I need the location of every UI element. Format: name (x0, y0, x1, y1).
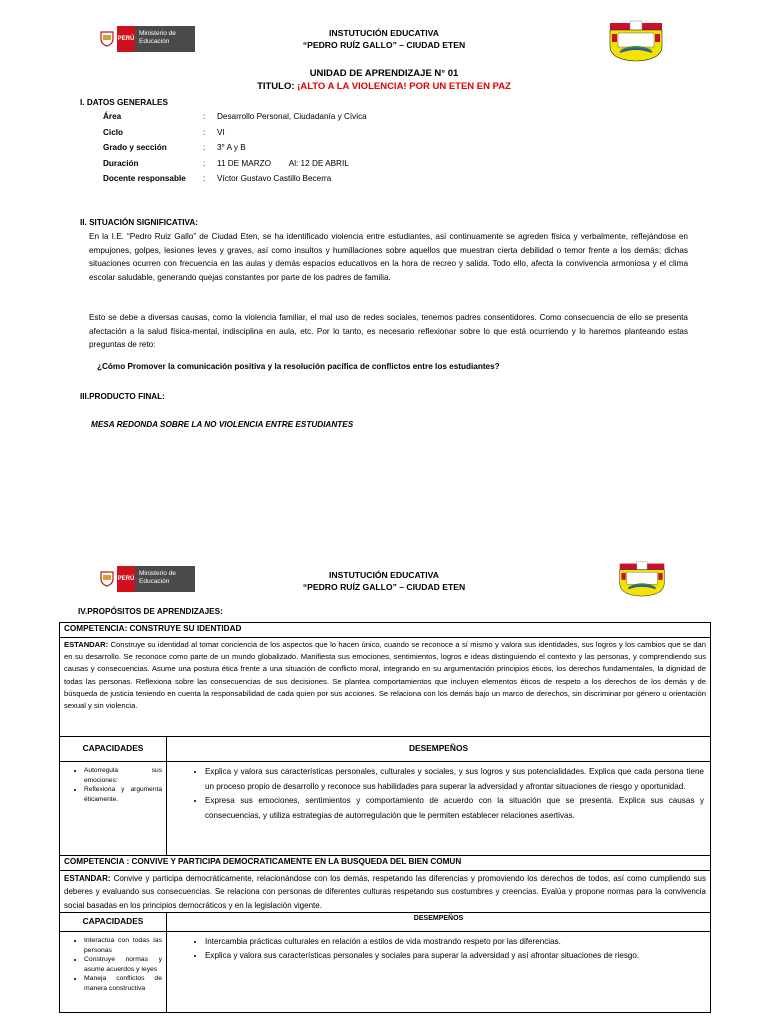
dato-row: Grado y sección : 3° A y B (103, 141, 503, 157)
unit-subtitle (0, 81, 768, 92)
competencia-2-estandar (59, 870, 711, 913)
dato-label: Duración (103, 158, 139, 168)
competencia-1-estandar (59, 637, 711, 737)
desempeno-item: • Explica y valora sus características personales y sociales para superar la adversidad y así afrontar situaciones de riesgo. (205, 949, 704, 963)
dato-row: Área : Desarrollo Personal, Ciudadanía y Cívica (103, 110, 503, 126)
school-crest-icon (618, 560, 666, 598)
ministerio-label: Ministerio de Educación (135, 26, 195, 52)
competencia-2-title: COMPETENCIA : CONVIVE Y PARTICIPA DEMOCRATICAMENTE EN LA BUSQUEDA DEL BIEN COMUN (59, 855, 711, 871)
dato-label: Docente responsable (103, 174, 186, 183)
dato-value: Desarrollo Personal, Ciudadanía y Cívica (217, 112, 367, 121)
section4-heading: IV.PROPÓSITOS DE APRENDIZAJES: (78, 607, 223, 616)
dato-row: Duración : 11 DE MARZO Al: 12 DE ABRIL (103, 157, 503, 173)
final-product: MESA REDONDA SOBRE LA NO VIOLENCIA ENTRE ESTUDIANTES (91, 420, 354, 429)
dato-value: 3° A y B (217, 143, 246, 152)
capacidades-cell-2 (59, 931, 167, 1013)
institution-line2: “PEDRO RUÍZ GALLO” – CIUDAD ETEN (302, 40, 466, 50)
peru-label: PERÚ (117, 26, 135, 52)
institution-line2-page2: “PEDRO RUÍZ GALLO” – CIUDAD ETEN (302, 582, 466, 592)
competencia-1-title: COMPETENCIA: CONSTRUYE SU IDENTIDAD (59, 622, 711, 638)
subtitle-prefix: TITULO: (257, 81, 298, 92)
dato-label: Ciclo (103, 127, 124, 137)
desempenos-header: DESEMPEÑOS (166, 736, 711, 762)
capacidad-item: • Autorregula sus emociones: (84, 766, 162, 785)
desempeno-item: • Intercambia prácticas culturales en relación a estilos de vida mostrando respeto por las diferencias. (205, 935, 704, 949)
estandar-text: Construye su identidad al tomar conciencia de los aspectos que lo hacen único, cuando se reconoce a sí mismo y valora sus identidades, sus logros y los cambios que se dan en su desarrollo. Se reconoce como parte de un mundo globalizado. Manifiesta sus emociones, sentimientos, logros e ideas distinguiendo el contexto y las personas, y comprendiendo sus causas y consecuencias. Asume una postura ética frente a una situación de conflicto moral, integrando en su argumentación principios éticos, los derechos fundamentales, la dignidad de todas las personas. Reflexiona sobre las consecuencias de sus decisiones. Se plantea comportamientos que incluyen elementos éticos de respeto a los derechos de los demás y de búsqueda de justicia teniendo en cuenta la responsabilidad de cada quien por sus acciones. Se relaciona con los demás bajo un marco de derechos, sin discriminar por género u orientación sexual y sin violencia. (64, 640, 706, 711)
dato-value: 11 DE MARZO Al: 12 DE ABRIL (217, 158, 349, 168)
institution-line1-page2: INSTUTUCIÓN EDUCATIVA (329, 570, 439, 580)
dato-label: Área (103, 112, 122, 121)
capacidades-header-2: CAPACIDADES (59, 912, 167, 932)
desempenos-cell-2 (166, 931, 711, 1013)
capacidad-item: • Construye normas y asume acuerdos y leyes (84, 955, 162, 974)
capacidad-item: • Interactúa con todas las personas (84, 936, 162, 955)
dato-value: VI (217, 127, 225, 137)
desempenos-cell (166, 761, 711, 856)
desempeno-item: • Explica y valora sus características personales, culturales y sociales, y sus logros y sus potencialidades. Explica que cada persona tiene un proceso propio de desarrollo y reconoce sus habilidades para superar la adversidad y afrontar situaciones de riesgo y oportunidad. (205, 765, 704, 794)
datos-generales-list (103, 110, 503, 188)
peru-label: PERÚ (117, 566, 135, 592)
section2-heading: II. SITUACIÓN SIGNIFICATIVA: (80, 218, 198, 227)
dato-label: Grado y sección (103, 143, 167, 152)
school-crest-icon (608, 20, 664, 62)
situation-paragraph-2: Esto se debe a diversas causas, como la violencia familiar, el mal uso de redes sociales, tenemos padres consentidores. Como consecuencia de ello se presenta afectación a la salud física-mental, indisciplina en aula, etc. Por lo tanto, es necesario reflexionar sobre lo que está ocurriendo y lo haremos planteando estas preguntas de reto: (89, 313, 688, 349)
estandar-label: ESTANDAR: (64, 874, 111, 883)
capacidades-header: CAPACIDADES (59, 736, 167, 762)
ministerio-label: Ministerio de Educación (135, 566, 195, 592)
section1-heading: I. DATOS GENERALES (80, 98, 168, 107)
unit-title: UNIDAD DE APRENDIZAJE N° 01 (309, 68, 459, 79)
estandar-text: Convive y participa democráticamente, relacionándose con los demás, respetando las diferencias y promoviendo los derechos de todos, así como cumpliendo sus deberes y evaluando sus consecuencias. Se relaciona con personas de diferentes culturas respetando sus costumbres y creencias. Evalúa y propone normas para la convivencia social basadas en los principios democráticos y en la legislación vigente. (64, 874, 706, 910)
capacidad-item: • Reflexiona y argumenta éticamente. (84, 785, 162, 804)
desempenos-header-2: DESEMPEÑOS (166, 912, 711, 932)
dato-row: Docente responsable : Víctor Gustavo Castillo Becerra (103, 172, 503, 188)
dato-row: Ciclo : VI (103, 126, 503, 142)
subtitle-highlight: ¡ALTO A LA VIOLENCIA! POR UN ETEN EN PAZ (297, 81, 511, 92)
challenge-question: ¿Cómo Promover la comunicación positiva y la resolución pacífica de conflictos entre los estudiantes? (97, 362, 500, 371)
desempeno-item: • Expresa sus emociones, sentimientos y comportamiento de acuerdo con la situación que se presenta. Explica sus causas y consecuencias, y utiliza estrategias de autorregulación que le permiten establecer relaciones asertivas. (205, 794, 704, 823)
capacidad-item: • Maneja conflictos de manera constructiva (84, 974, 162, 993)
section3-heading: III.PRODUCTO FINAL: (80, 392, 165, 401)
dato-value: Víctor Gustavo Castillo Becerra (217, 174, 332, 183)
estandar-label: ESTANDAR: (64, 640, 109, 649)
institution-line1: INSTUTUCIÓN EDUCATIVA (329, 28, 439, 38)
situation-paragraph-1: En la I.E. “Pedro Ruiz Gallo” de Ciudad Eten, se ha identificado violencia entre estudiantes, así continuamente se agreden física y verbalmente, reflejándose en empujones, golpes, lesiones leves y graves, así como insultos y humillaciones sobre aquellos que muestran cierta debilidad o temor frente a los demás; dichas situaciones ocurren con frecuencia en las aulas y demás espacios educativos en la hora de recreo y salida. Todo ello, afecta la convivencia armoniosa y el clima escolar saludable, generando quejas constantes por parte de los padres de familia. (89, 232, 688, 282)
capacidades-cell (59, 761, 167, 856)
